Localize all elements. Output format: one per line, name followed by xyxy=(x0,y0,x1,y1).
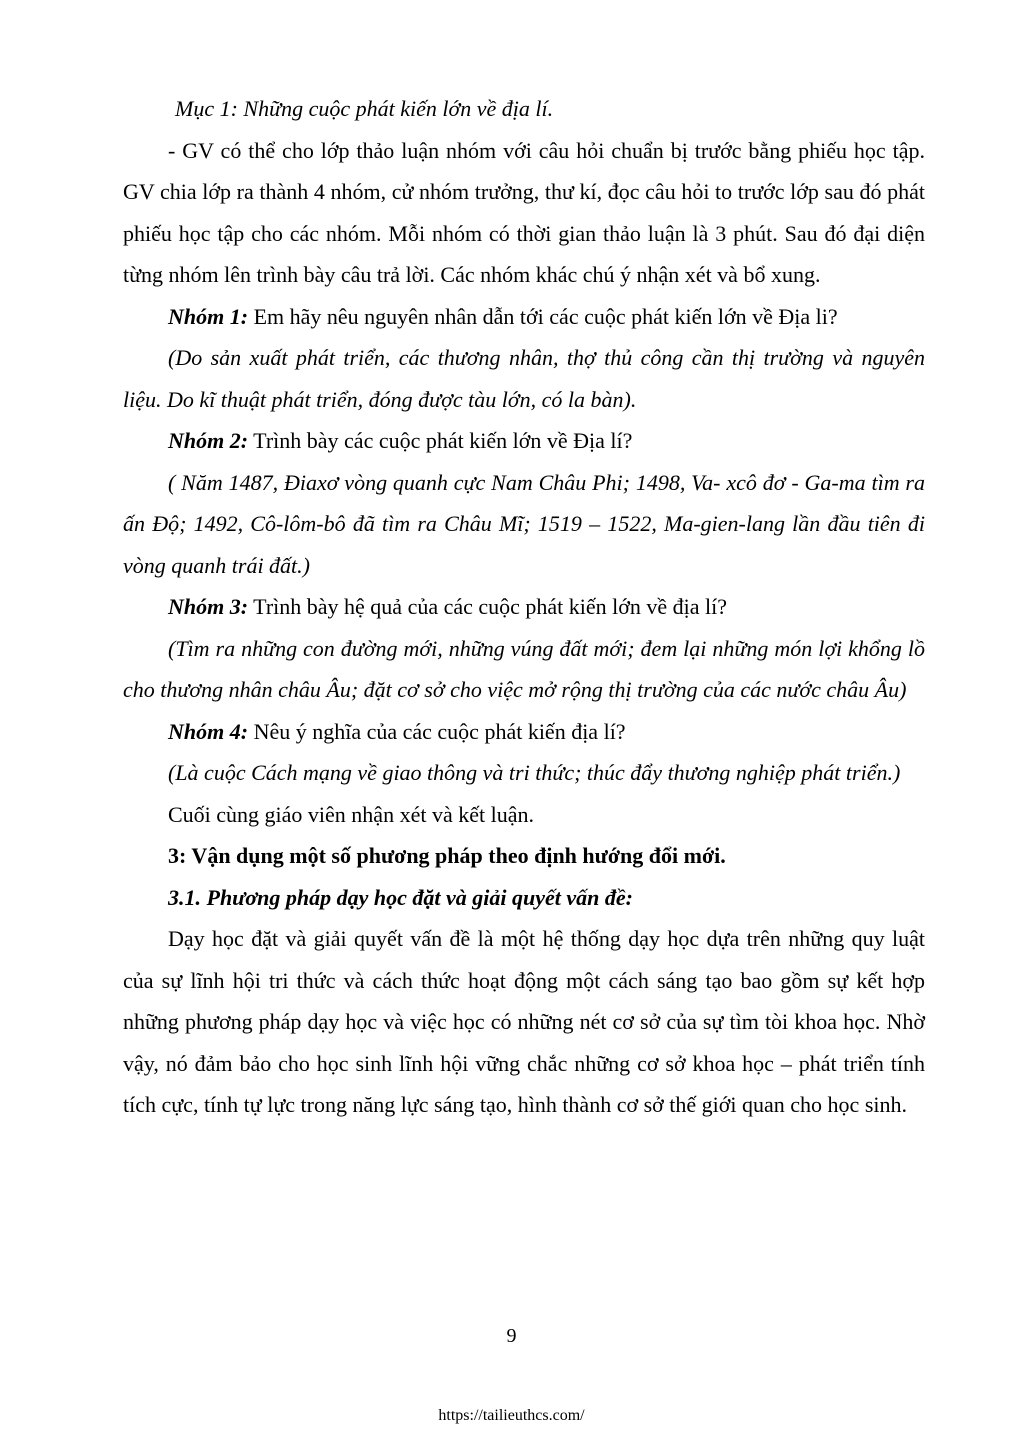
footer-url[interactable]: https://tailieuthcs.com/ xyxy=(438,1407,585,1424)
intro-paragraph: - GV có thể cho lớp thảo luận nhóm với câu hỏi chuẩn bị trước bằng phiếu học tập. GV chia lớp ra thành 4 nhóm, cử nhóm trưởng, thư kí, đọc câu hỏi to trước lớp sau đó phát phiếu học tập cho các nhóm. Mỗi nhóm có thời gian thảo luận là 3 phút. Sau đó đại diện từng nhóm lên trình bày câu trả lời. Các nhóm khác chú ý nhận xét và bổ xung. xyxy=(123,137,925,287)
group-1-answer: (Do sản xuất phát triển, các thương nhân, thợ thủ công cần thị trường và nguyên liệu. Do kĩ thuật phát triển, đóng được tàu lớn, có la bàn). xyxy=(123,345,925,412)
group-3-label: Nhóm 3: xyxy=(168,594,249,619)
group-3-answer: (Tìm ra những con đường mới, những vúng đất mới; đem lại những món lợi khổng lồ cho thương nhân châu Âu; đặt cơ sở cho việc mở rộng thị trường của các nước châu Âu) xyxy=(123,635,925,702)
heading-3-1: 3.1. Phương pháp dạy học đặt và giải quyết vấn đề: xyxy=(168,884,633,910)
group-1-question-text: Em hãy nêu nguyên nhân dẫn tới các cuộc phát kiến lớn về Địa li? xyxy=(248,303,838,329)
group-2-question-text: Trình bày các cuộc phát kiến lớn về Địa lí? xyxy=(248,428,633,453)
conclusion: Cuối cùng giáo viên nhận xét và kết luận. xyxy=(168,801,534,827)
group-3-question-text: Trình bày hệ quả của các cuộc phát kiến lớn về địa lí? xyxy=(248,594,728,619)
group-4-label: Nhóm 4: xyxy=(168,718,249,744)
body-paragraph: Dạy học đặt và giải quyết vấn đề là một hệ thống dạy học dựa trên những quy luật của sự lĩnh hội tri thức và cách thức hoạt động một cách sáng tạo bao gồm sự kết hợp những phương pháp dạy học và việc học có những nét cơ sở của sự tìm tòi khoa học. Nhờ vậy, nó đảm bảo cho học sinh lĩnh hội vững chắc những cơ sở khoa học – phát triển tính tích cực, tính tự lực trong năng lực sáng tạo, hình thành cơ sở thế giới quan cho học sinh. xyxy=(123,926,925,1117)
group-3-question xyxy=(123,586,925,628)
group-2-label: Nhóm 2: xyxy=(168,428,249,453)
group-4-answer: (Là cuộc Cách mạng về giao thông và tri thức; thúc đẩy thương nghiệp phát triển.) xyxy=(168,760,901,785)
heading-3: 3: Vận dụng một số phương pháp theo định hướng đổi mới. xyxy=(168,843,726,868)
section-heading: Mục 1: Những cuộc phát kiến lớn về địa lí. xyxy=(175,96,554,121)
document-page xyxy=(123,88,925,1126)
group-4-question xyxy=(123,711,925,753)
group-2-question xyxy=(123,420,925,462)
group-1-question xyxy=(123,296,925,338)
group-1-label: Nhóm 1: xyxy=(168,303,249,329)
group-2-answer: ( Năm 1487, Điaxơ vòng quanh cực Nam Châu Phi; 1498, Va- xcô đơ - Ga-ma tìm ra ấn Độ; 1492, Cô-lôm-bô đã tìm ra Châu Mĩ; 1519 – 1522, Ma-gien-lang lần đầu tiên đi vòng quanh trái đất.) xyxy=(123,469,925,578)
group-4-question-text: Nêu ý nghĩa của các cuộc phát kiến địa lí? xyxy=(248,718,626,744)
page-number: 9 xyxy=(506,1325,517,1347)
